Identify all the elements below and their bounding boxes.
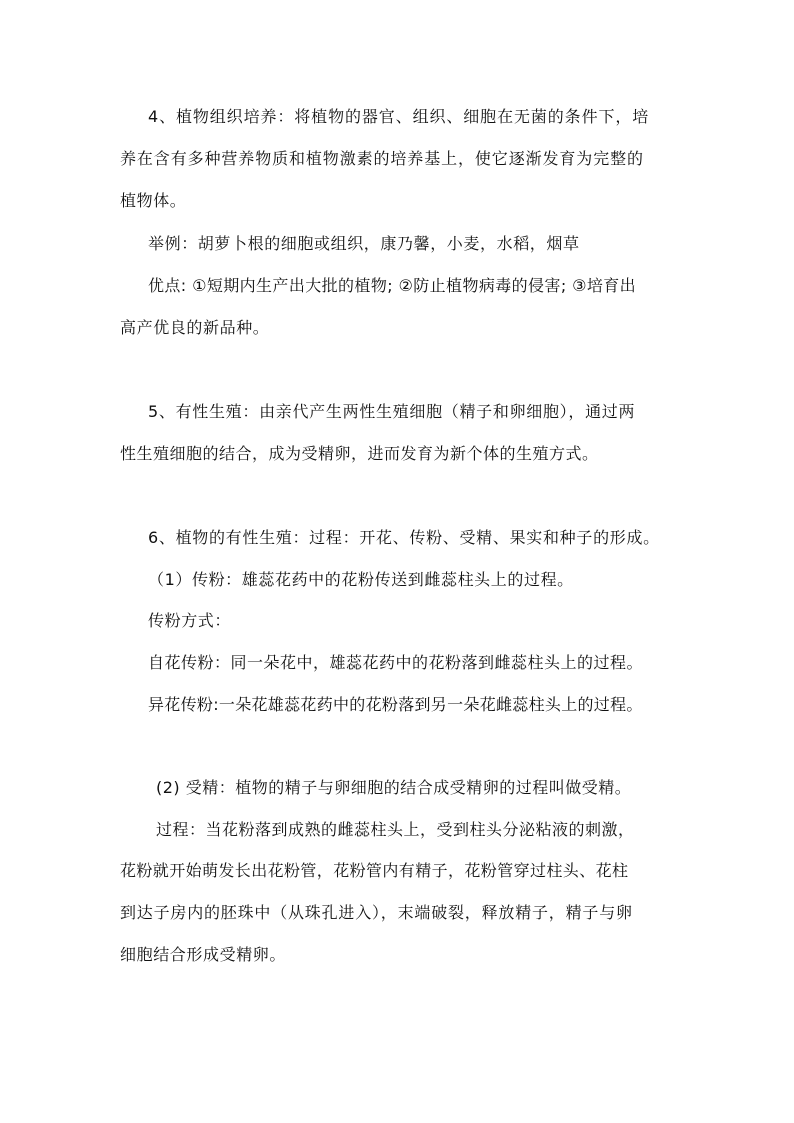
paragraph-line: 高产优良的新品种。: [120, 318, 270, 337]
paragraph-line: 举例：胡萝卜根的细胞或组织，康乃馨，小麦，水稻，烟草: [148, 234, 580, 253]
paragraph-line: 花粉就开始萌发长出花粉管，花粉管内有精子，花粉管穿过柱头、花柱: [120, 861, 629, 880]
paragraph-line: 4、植物组织培养：将植物的器官、组织、细胞在无菌的条件下，培: [148, 107, 650, 126]
paragraph-line: 异花传粉:一朵花雄蕊花药中的花粉落到另一朵花雌蕊柱头上的过程。: [148, 695, 643, 714]
paragraph-line: 养在含有多种营养物质和植物激素的培养基上，使它逐渐发育为完整的: [120, 149, 644, 168]
paragraph-line: 细胞结合形成受精卵。: [120, 945, 287, 964]
paragraph-line: 6、植物的有性生殖：过程：开花、传粉、受精、果实和种子的形成。: [148, 528, 660, 547]
paragraph-line: 过程：当花粉落到成熟的雌蕊柱头上，受到柱头分泌粘液的刺激，: [156, 820, 635, 839]
paragraph-line: （1）传粉：雄蕊花药中的花粉传送到雌蕊柱头上的过程。: [148, 570, 574, 589]
paragraph-line: 到达子房内的胚珠中（从珠孔进入），末端破裂，释放精子，精子与卵: [120, 903, 633, 922]
paragraph-line: 优点: ①短期内生产出大批的植物; ②防止植物病毒的侵害; ③培育出: [148, 276, 637, 295]
paragraph-line: 5、有性生殖：由亲代产生两性生殖细胞（精子和卵细胞），通过两: [148, 402, 636, 421]
paragraph-line: (2) 受精：植物的精子与卵细胞的结合成受精卵的过程叫做受精。: [156, 778, 632, 797]
paragraph-line: 植物体。: [120, 191, 187, 210]
paragraph-line: 自花传粉：同一朵花中，雄蕊花药中的花粉落到雌蕊柱头上的过程。: [148, 653, 644, 672]
paragraph-line: 性生殖细胞的结合，成为受精卵，进而发育为新个体的生殖方式。: [120, 444, 599, 463]
paragraph-line: 传粉方式：: [148, 611, 232, 630]
